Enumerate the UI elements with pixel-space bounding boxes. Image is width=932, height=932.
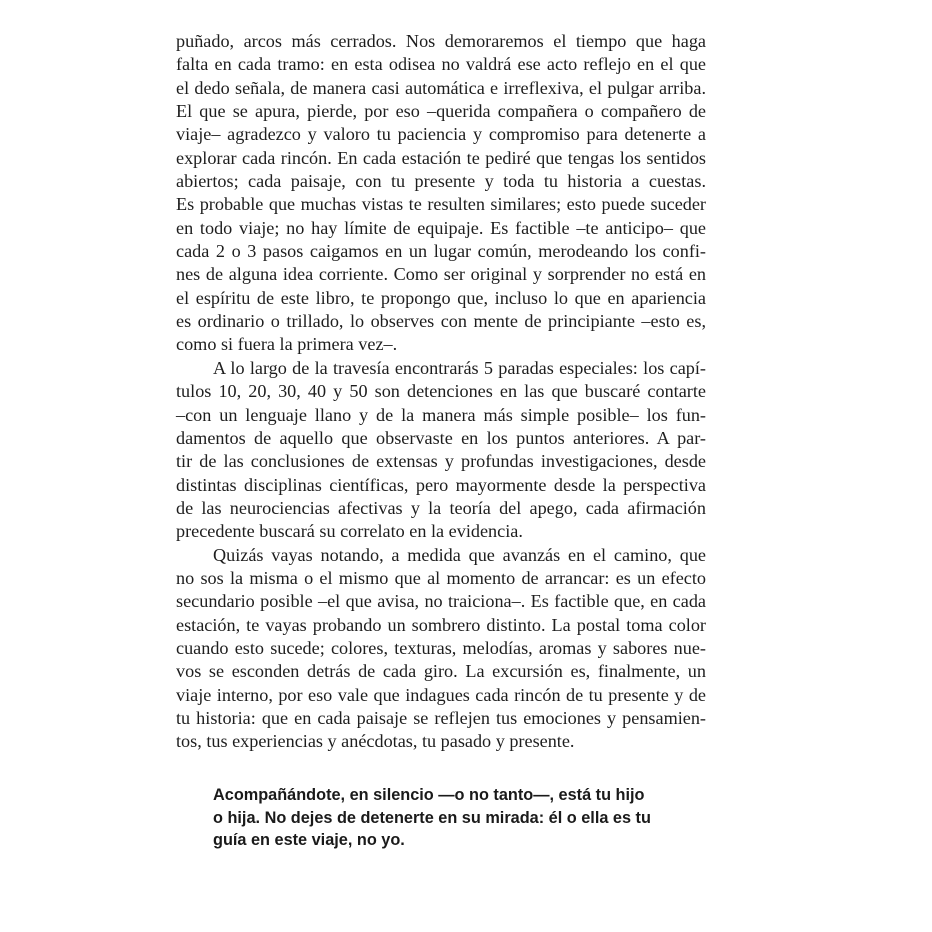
text-line: distintas disciplinas científicas, pero mayormente desde la perspectiva <box>176 474 706 495</box>
text-line: cuando esto sucede; colores, texturas, melodías, aromas y sabores nue- <box>176 637 706 658</box>
text-line: tu historia: que en cada paisaje se reflejen tus emociones y pensamien- <box>176 707 706 728</box>
text-line: tir de las conclusiones de extensas y profundas investigaciones, desde <box>176 451 706 472</box>
text-line: precedente buscará su correlato en la evidencia. <box>176 521 523 542</box>
text-line: nes de alguna idea corriente. Como ser original y sorprender no está en <box>176 264 706 285</box>
paragraph-2 <box>176 357 706 544</box>
text-line: en todo viaje; no hay límite de equipaje. Es factible –te anticipo– que <box>176 217 706 238</box>
text-line: el espíritu de este libro, te propongo que, incluso lo que en apariencia <box>176 287 706 308</box>
text-line: –con un lenguaje llano y de la manera más simple posible– los fun- <box>176 404 706 425</box>
text-line: viaje– agradezco y valoro tu paciencia y compromiso para detenerte a <box>176 124 706 145</box>
callout-line: o hija. No dejes de detenerte en su mirada: él o ella es tu <box>213 808 651 827</box>
text-line: es ordinario o trillado, lo observes con mente de principiante –esto es, <box>176 311 706 332</box>
paragraph-3 <box>176 544 706 754</box>
text-line: secundario posible –el que avisa, no traiciona–. Es factible que, en cada <box>176 591 706 612</box>
text-line: viaje interno, por eso vale que indagues cada rincón de tu presente y de <box>176 684 706 705</box>
paragraph-1 <box>176 30 706 357</box>
text-line: no sos la misma o el mismo que al momento de arrancar: es un efecto <box>176 567 706 588</box>
text-line: estación, te vayas probando un sombrero distinto. La postal toma color <box>176 614 706 635</box>
text-line: explorar cada rincón. En cada estación te pediré que tengas los sentidos <box>176 147 706 168</box>
text-line: A lo largo de la travesía encontrarás 5 paradas especiales: los capí- <box>213 357 706 378</box>
text-line: puñado, arcos más cerrados. Nos demoraremos el tiempo que haga <box>176 31 706 51</box>
text-line: tos, tus experiencias y anécdotas, tu pasado y presente. <box>176 731 575 752</box>
text-line: Quizás vayas notando, a medida que avanzás en el camino, que <box>213 544 706 565</box>
text-line: tulos 10, 20, 30, 40 y 50 son detenciones en las que buscaré contarte <box>176 381 706 402</box>
body-text <box>176 30 706 754</box>
text-line: cada 2 o 3 pasos caigamos en un lugar común, merodeando los confi- <box>176 241 706 262</box>
text-line: abiertos; cada paisaje, con tu presente y toda tu historia a cuestas. <box>176 171 706 192</box>
text-line: El que se apura, pierde, por eso –querida compañera o compañero de <box>176 101 706 122</box>
text-line: el dedo señala, de manera casi automática e irreflexiva, el pulgar arriba. <box>176 77 706 98</box>
text-line: damentos de aquello que observaste en los puntos anteriores. A par- <box>176 427 706 448</box>
text-line: como si fuera la primera vez–. <box>176 334 398 355</box>
text-line: falta en cada tramo: en esta odisea no valdrá ese acto reflejo en el que <box>176 54 706 75</box>
text-line: vos se esconden detrás de cada giro. La excursión es, finalmente, un <box>176 661 706 682</box>
text-line: de las neurociencias afectivas y la teoría del apego, cada afirmación <box>176 497 706 518</box>
callout-line: guía en este viaje, no yo. <box>213 831 405 849</box>
callout-note <box>213 784 673 852</box>
text-line: Es probable que muchas vistas te resulten similares; esto puede suceder <box>176 194 706 215</box>
callout-line: Acompañándote, en silencio —o no tanto—, está tu hijo <box>213 786 645 804</box>
